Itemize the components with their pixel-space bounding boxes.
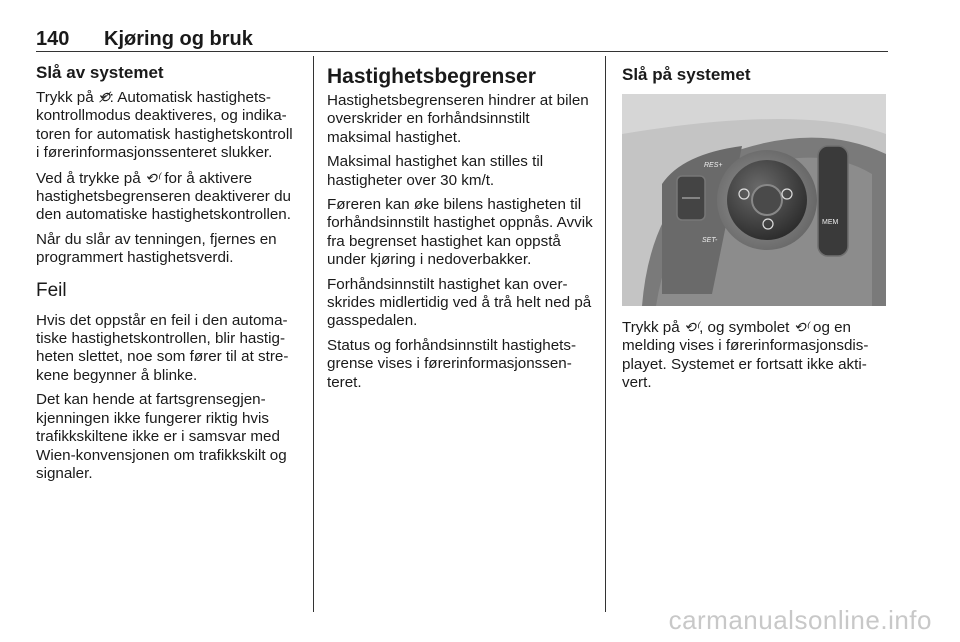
set-label: SET- [702, 237, 718, 244]
section-heading: Hastighetsbegrenser [327, 65, 536, 88]
column-left [36, 62, 296, 489]
paragraph: Forhåndsinnstilt hastighet kan overskrides midlertidig ved å trå helt ned på gasspedalen. [327, 275, 592, 330]
speed-limiter-icon: ⟲⁽ [144, 169, 161, 186]
paragraph: Trykk på ⟲̸: Automatisk hastighetskontrollmodus deaktiveres, og indikatoren for automatisk hastighetskontroll i førerinformasjonssenteret slukker. [36, 89, 293, 162]
mem-label: MEM [822, 219, 839, 226]
paragraph: Når du slår av tenningen, fjernes en programmert hastighetsverdi. [36, 230, 277, 267]
speed-limiter-icon: ⟲⁽ [793, 319, 809, 335]
steering-wheel-controls-photo [622, 94, 886, 306]
paragraph: Det kan hende at fartsgrensegjenkjenningen ikke fungerer riktig hvis trafikkskiltene ikke er i samsvar med Wien-konvensjonen om trafikkskilt og signaler. [36, 391, 287, 482]
page-number: 140 [36, 28, 70, 50]
section-heading: Feil [36, 279, 67, 301]
column-divider [313, 56, 314, 612]
paragraph: Hvis det oppstår en feil i den automatiske hastighetskontrollen, blir hastigheten slettet, noe som fører til at strekene begynner å blinke. [36, 311, 289, 384]
paragraph: Maksimal hastighet kan stilles til hastigheter over 30 km/t. [327, 153, 544, 189]
section-heading: Slå av systemet [36, 63, 164, 82]
paragraph: Status og forhåndsinnstilt hastighetsgrense vises i førerinformasjonssenteret. [327, 336, 577, 391]
speed-limiter-icon: ⟲⁽ [683, 319, 700, 335]
paragraph: Føreren kan øke bilens hastigheten til forhåndsinnstilt hastighet oppnås. Avvik fra begrenset hastighet kan oppstå under kjøring i nedoverbakker. [327, 196, 593, 269]
header-divider [36, 51, 888, 52]
res-label: RES+ [704, 162, 723, 169]
paragraph: Ved å trykke på ⟲⁽ for å aktivere hastighetsbegrenseren deaktiverer du den automatiske hastighetskontrollen. [36, 169, 291, 224]
column-divider [605, 56, 606, 612]
section-heading: Slå på systemet [622, 65, 751, 84]
cruise-control-off-icon: ⟲̸ [97, 89, 110, 105]
paragraph: Hastighetsbegrenseren hindrer at bilen overskrider en forhåndsinnstilt maksimal hastighet. [327, 92, 589, 146]
column-middle [327, 62, 593, 398]
column-right [622, 62, 888, 399]
paragraph: Trykk på ⟲⁽, og symbolet ⟲⁽ og en melding vises i førerinformasjonsdisplayet. Systemet er fortsatt ikke aktivert. [622, 319, 869, 392]
chapter-title: Kjøring og bruk [104, 28, 253, 50]
watermark: carmanualsonline.info [668, 605, 932, 635]
